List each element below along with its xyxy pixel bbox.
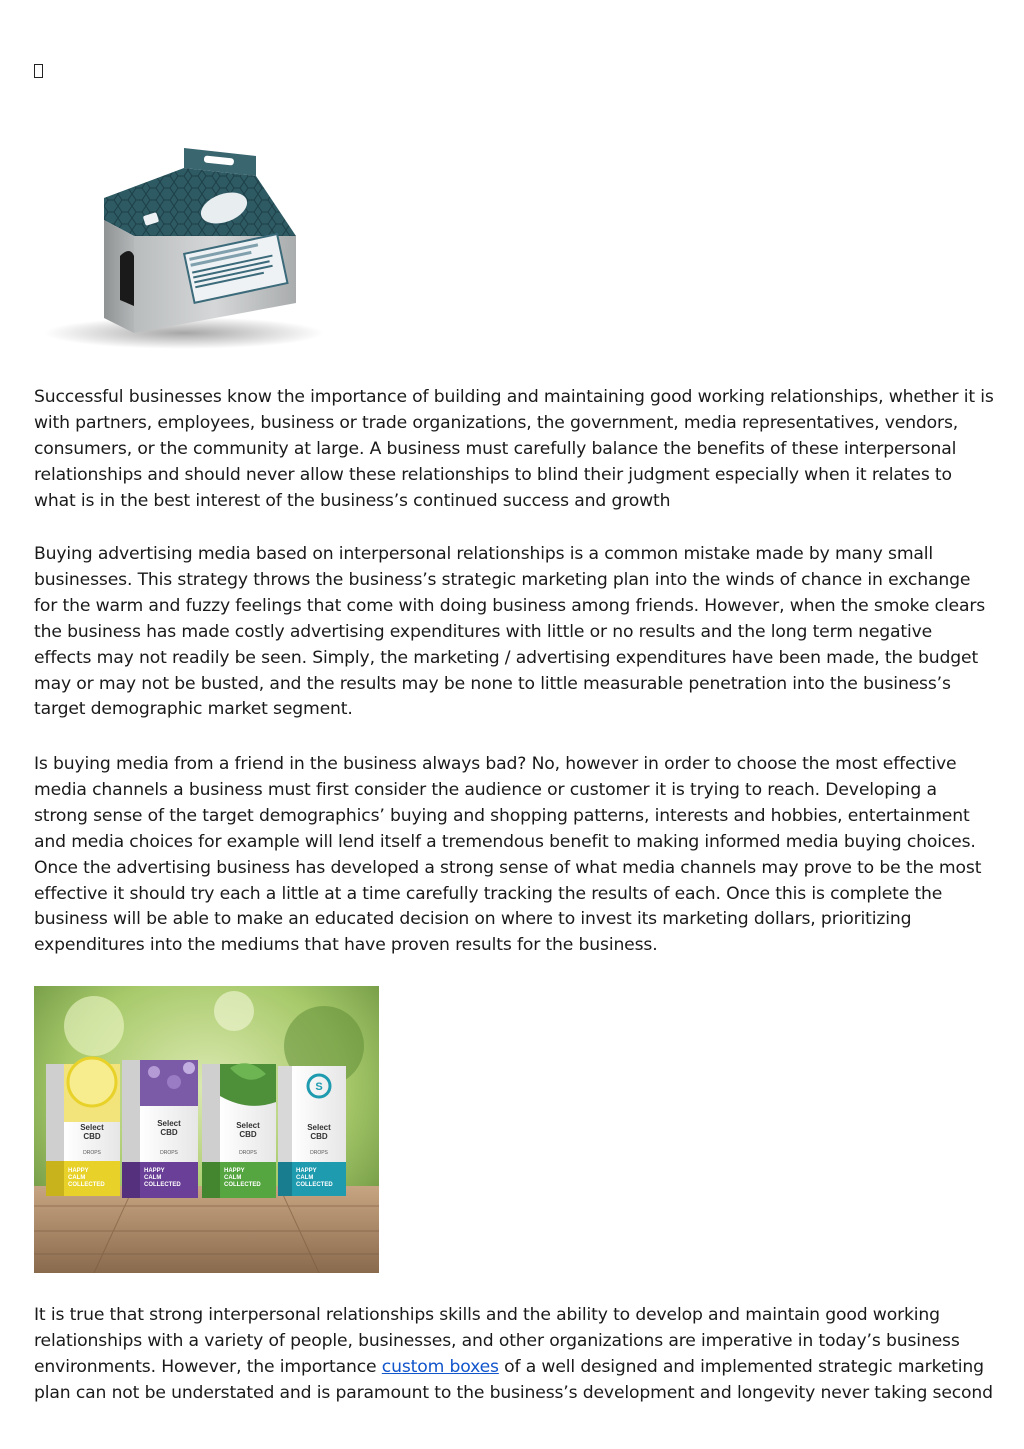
- custom-boxes-link[interactable]: custom boxes: [381, 1356, 499, 1377]
- brand-text-2a: Select: [157, 1119, 181, 1128]
- paragraph-4-text-after: of a well designed and implemented strategic marketing plan can not be understated and is paramount to the business’s development and longevity never taking second: [34, 1356, 993, 1403]
- brand-text-3b: CBD: [239, 1130, 257, 1139]
- brand-text-1a: Select: [80, 1123, 104, 1132]
- tagline-text: COLLECTED: [224, 1182, 261, 1188]
- gable-box-illustration: [34, 128, 344, 353]
- paragraph-4: [34, 1303, 994, 1407]
- tagline-text: HAPPY: [224, 1168, 245, 1174]
- drops-text-2: DROPS: [160, 1150, 178, 1156]
- logo-letter: S: [315, 1081, 323, 1093]
- tagline-text: COLLECTED: [68, 1182, 105, 1188]
- gable-box-image: [34, 128, 344, 353]
- cbd-boxes-illustration: [34, 986, 379, 1273]
- paragraph-4-text-before: It is true that strong interpersonal relationships skills and the ability to develop and maintain good working relationships with a variety of people, businesses, and other organizations are imperative in today’s business environments. However, the importance: [34, 1305, 960, 1377]
- tagline-text: COLLECTED: [144, 1182, 181, 1188]
- tagline-text: HAPPY: [144, 1168, 165, 1174]
- cbd-boxes-image: [34, 986, 379, 1273]
- tagline-text: CALM: [296, 1175, 314, 1181]
- brand-text-4a: Select: [307, 1123, 331, 1132]
- tagline-text: CALM: [144, 1175, 162, 1181]
- tagline-text: CALM: [224, 1175, 242, 1181]
- drops-text-1: DROPS: [83, 1150, 101, 1156]
- tagline-text: CALM: [68, 1175, 86, 1181]
- paragraph-1: Successful businesses know the importance of building and maintaining good working relationships, whether it is with partners, employees, business or trade organizations, the government, media representatives, vendors, consumers, or the community at large. A business must carefully balance the benefits of these interpersonal relationships and should never allow these relationships to blind their judgment especially when it relates to what is in the best interest of the business’s continued success and growth: [34, 387, 994, 511]
- brand-text-3a: Select: [236, 1121, 260, 1130]
- missing-glyph-icon: [34, 64, 43, 78]
- drops-text-3: DROPS: [239, 1150, 257, 1156]
- drops-text-4: DROPS: [310, 1150, 328, 1156]
- paragraph-3: Is buying media from a friend in the business always bad? No, however in order to choose the most effective media channels a business must first consider the audience or customer it is trying to reach. Developing a strong sense of the target demographics’ buying and shopping patterns, interests and hobbies, entertainment and media choices for example will lend itself a tremendous benefit to making informed media buying choices. Once the advertising business has developed a strong sense of what media channels may prove to be the most effective it should try each a little at a time carefully tracking the results of each. Once this is complete the business will be able to make an educated decision on where to invest its marketing dollars, prioritizing expenditures into the mediums that have proven results for the business.: [34, 754, 982, 956]
- paragraph-2: Buying advertising media based on interpersonal relationships is a common mistake made by many small businesses. This strategy throws the business’s strategic marketing plan into the winds of chance in exchange for the warm and fuzzy feelings that come with doing business among friends. However, when the smoke clears the business has made costly advertising expenditures with little or no results and the long term negative effects may not readily be seen. Simply, the marketing / advertising expenditures have been made, the budget may or may not be busted, and the results may be none to little measurable penetration into the business’s target demographic market segment.: [34, 544, 986, 720]
- tagline-text: HAPPY: [68, 1168, 89, 1174]
- tagline-text: COLLECTED: [296, 1182, 333, 1188]
- tagline-text: HAPPY: [296, 1168, 317, 1174]
- brand-text-1b: CBD: [83, 1132, 101, 1141]
- brand-text-2b: CBD: [160, 1128, 178, 1137]
- brand-text-4b: CBD: [310, 1132, 328, 1141]
